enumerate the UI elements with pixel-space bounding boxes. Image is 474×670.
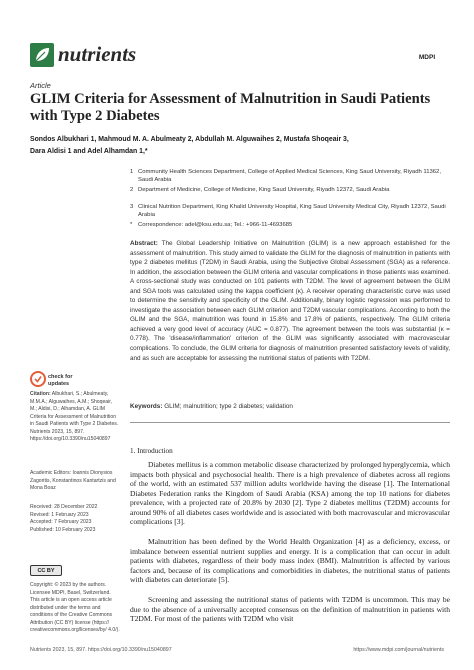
author-list <box>30 134 450 158</box>
check-for-updates-label[interactable]: check for updates <box>48 374 73 387</box>
correspondence: * Correspondence: adel@ksu.edu.sa; Tel.: +966-11-4693685 <box>130 222 293 228</box>
footer-citation: Nutrients 2023, 15, 897. https://doi.org/10.3390/nu15040897 <box>30 647 172 653</box>
keywords-label: Keywords: <box>130 403 163 410</box>
abstract <box>130 239 450 363</box>
mdpi-logo-icon <box>417 48 437 62</box>
divider <box>130 422 450 423</box>
svg-text:MDPI: MDPI <box>418 54 436 61</box>
article-type: Article <box>30 81 51 90</box>
affiliation-2: 2 Department of Medicine, College of Medicine, King Saud University, Riyadh 12372, Saudi Arabia <box>130 187 390 193</box>
accepted-date: Accepted: 7 February 2023 <box>30 519 92 525</box>
journal-name: nutrients <box>58 42 137 66</box>
intro-paragraph-3: Screening and assessing the nutritional status of patients with T2DM is uncommon. This may be due to the absence of a universally accepted consensus on the definition of malnutrition in patients with T2DM. For most of the patients with T2DM who visit <box>130 595 450 624</box>
cc-license-badge[interactable]: CC BY <box>30 565 62 576</box>
article-title: GLIM Criteria for Assessment of Malnutrition in Saudi Patients with Type 2 Diabetes <box>30 91 431 124</box>
intro-paragraph-2: Malnutrition has been defined by the World Health Organization [4] as a deficiency, excess, or imbalance between essential nutrient supplies and energy. It is a complication that can occur in adult patients with diabetes, regardless of their body mass index (BMI). Malnutrition is affected by various factors and, because of its complications and comorbidities in diabetes, the nutritional status of patients with diabetes can deteriorate [5]. <box>130 537 450 585</box>
dates-block <box>30 504 120 534</box>
academic-editors: Academic Editors: Ioannis Dionysios Zagoritis, Konstantinos Kantartzis and Mona Boaz <box>30 470 116 491</box>
footer-journal-link[interactable]: https://www.mdpi.com/journal/nutrients <box>353 647 444 653</box>
citation-text: Albukhari, S.; Abulmeaty, M.M.A.; Alguwaihes, A.M.; Shoqeair, M.; Aldisi, D.; Alhamdan, A. GLIM Criteria for Assessment of Malnutrition in Saudi Patients with Type 2 Diabetes. Nutrients 2023, 15, 897. https://doi.org/10.3390/nu15040897 <box>30 391 119 442</box>
keywords-text: GLIM; malnutrition; type 2 diabetes; validation <box>164 403 293 410</box>
copyright-notice: Copyright: © 2023 by the authors. Licensee MDPI, Basel, Switzerland. This article is an open access article distributed under the terms and conditions of the Creative Commons Attribution (CC BY) license (https:// creativecommons.org/licenses/by/ 4.0/). <box>30 582 120 633</box>
citation-label: Citation: <box>30 391 51 397</box>
abstract-label: Abstract: <box>130 240 158 247</box>
citation-block <box>30 391 120 444</box>
published-date: Published: 10 February 2023 <box>30 526 96 533</box>
revised-date: Revised: 1 February 2023 <box>30 511 89 518</box>
authors-line-2: Dara Aldisi 1 and Adel Alhamdan 1,* <box>30 148 148 155</box>
keywords <box>130 403 450 410</box>
received-date: Received: 28 December 2022 <box>30 504 98 510</box>
check-updates-icon <box>30 371 46 387</box>
section-heading: 1. Introduction <box>130 447 173 455</box>
affiliation-1: 1 Community Health Sciences Department, College of Applied Medical Sciences, King Saud University, Riyadh 11362, Saudi Arabia <box>130 169 441 184</box>
check-for-updates-button[interactable] <box>30 371 46 391</box>
authors-line-1: Sondos Albukhari 1, Mahmoud M. A. Abulmeaty 2, Abdullah M. Alguwaihes 2, Mustafa Shoqeair 3, <box>30 136 349 143</box>
affiliation-3: 3 Clinical Nutrition Department, King Khalid University Hospital, King Saud University Medical City, Riyadh 12372, Saudi Arabia <box>130 204 446 219</box>
abstract-text: The Global Leadership Initiative on Malnutrition (GLIM) is a new approach established for the assessment of malnutrition. This study aimed to validate the GLIM for the diagnosis of malnutrition in patients with type 2 diabetes mellitus (T2DM) in Saudi Arabia, using the Subjective Global Assessment (SGA) as a reference. In addition, the association between the GLIM criteria and vascular complications in those patients was examined. A cross-sectional study was conducted on 101 patients with T2DM. The level of agreement between the GLIM and SGA tools was calculated using the kappa coefficient (κ). A receiver operating characteristic curve was used to determine the sensitivity and specificity of the GLIM. Additionally, binary logistic regression was performed to investigate the association between each GLIM criterion and T2DM vascular complications. According to both the GLIM and the SGA, malnutrition was found in 15.8% and 17.8% of patients, respectively. The GLIM criteria achieved a very good level of accuracy (AUC = 0.877). The agreement between the tools was substantial (κ = 0.778). The 'disease/inflammation' criterion of the GLIM was significantly associated with macrovascular complications. To conclude, the GLIM criteria for diagnosis of malnutrition presented satisfactory levels of validity, and as such are acceptable for assessing the nutritional status of patients with T2DM. <box>130 240 450 362</box>
journal-logo-icon <box>30 43 54 67</box>
intro-paragraph-1: Diabetes mellitus is a common metabolic disease characterized by prolonged hyperglycemia, which impacts both physical and psychosocial health. There is a high prevalence of diabetes across all regions of the world, with an estimated 537 million adults worldwide having the disease [1]. The International Diabetes Federation ranks the Kingdom of Saudi Arabia (KSA) among the top 10 nations for diabetes prevalence, with a projected rate of 20.8% by 2030 [2]. Type 2 diabetes mellitus (T2DM) accounts for around 90% of all diabetes cases worldwide and is associated with both macrovascular and microvascular complications [3]. <box>130 460 450 527</box>
